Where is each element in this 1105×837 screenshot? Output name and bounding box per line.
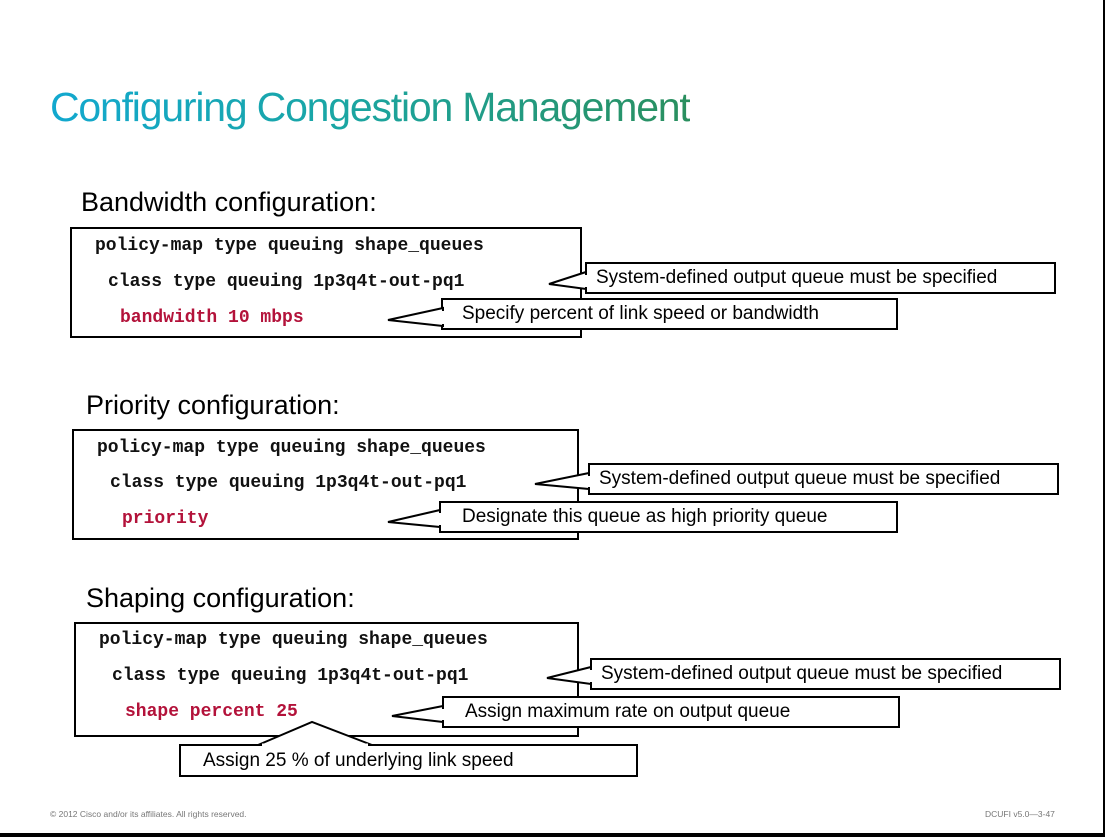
code-line-policy-map: policy-map type queuing shape_queues <box>97 438 486 458</box>
callout-system-queue: System-defined output queue must be specified <box>588 463 1059 495</box>
code-line-policy-map: policy-map type queuing shape_queues <box>95 236 484 256</box>
code-line-bandwidth: bandwidth 10 mbps <box>120 308 304 328</box>
code-line-policy-map: policy-map type queuing shape_queues <box>99 630 488 650</box>
section-heading-bandwidth: Bandwidth configuration: <box>81 187 377 217</box>
code-line-shape: shape percent 25 <box>125 702 298 722</box>
code-line-class: class type queuing 1p3q4t-out-pq1 <box>108 272 465 292</box>
code-line-class: class type queuing 1p3q4t-out-pq1 <box>110 473 467 493</box>
footer-course-code: DCUFI v5.0—3-47 <box>985 809 1055 819</box>
callout-priority: Designate this queue as high priority queue <box>439 501 898 533</box>
callout-shape-percent: Assign 25 % of underlying link speed <box>179 744 638 777</box>
callout-bandwidth: Specify percent of link speed or bandwidth <box>441 298 898 330</box>
callout-system-queue: System-defined output queue must be specified <box>585 262 1056 294</box>
section-heading-shaping: Shaping configuration: <box>86 583 355 613</box>
footer-copyright: © 2012 Cisco and/or its affiliates. All rights reserved. <box>50 809 247 819</box>
callout-shape-rate: Assign maximum rate on output queue <box>442 696 900 728</box>
slide-title: Configuring Congestion Management <box>50 84 690 130</box>
code-line-priority: priority <box>122 509 209 529</box>
code-line-class: class type queuing 1p3q4t-out-pq1 <box>112 666 469 686</box>
callout-system-queue: System-defined output queue must be specified <box>590 658 1061 690</box>
section-heading-priority: Priority configuration: <box>86 390 340 420</box>
